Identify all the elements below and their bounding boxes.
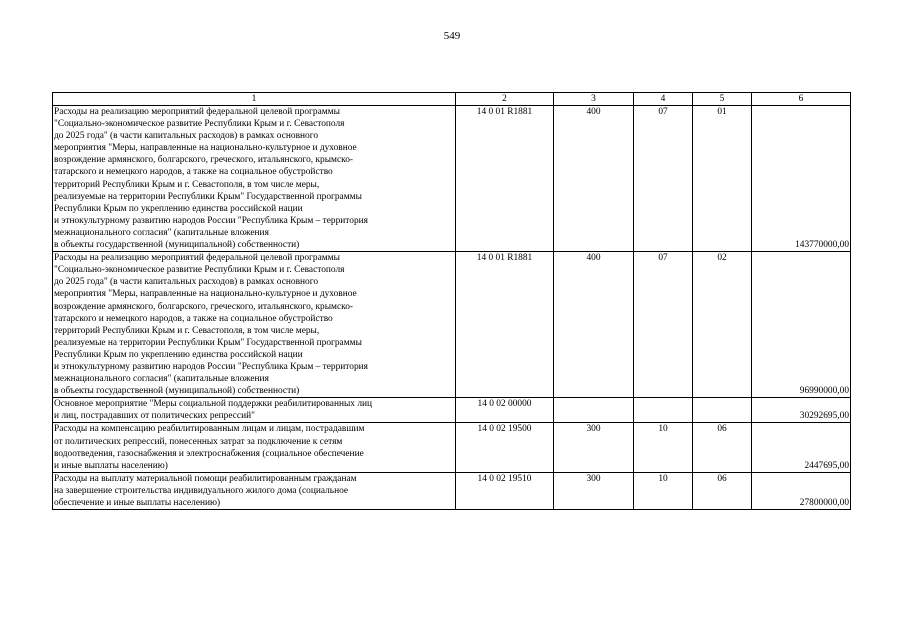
row-section: 07: [634, 252, 693, 398]
page-number: 549: [443, 30, 461, 42]
row-description: Основное мероприятие "Меры социальной поддержки реабилитированных лиц и лиц, пострадавших от политических репрессий": [53, 398, 456, 423]
row-subsection: 02: [693, 252, 752, 398]
row-subsection: 01: [693, 106, 752, 252]
table-row: [53, 423, 851, 472]
column-header: 3: [554, 93, 634, 106]
row-description: Расходы на выплату материальной помощи реабилитированным гражданам на завершение строительства индивидуального жилого дома (социальное обеспечение и иные выплаты населению): [53, 472, 456, 509]
row-description: Расходы на компенсацию реабилитированным лицам и лицам, пострадавшим от политических репрессий, понесенных затрат за подключение к сетям водоотведения, газоснабжения и электроснабжения (социальное обеспечение и иные выплаты населению): [53, 423, 456, 472]
row-section: 10: [634, 423, 693, 472]
table-row: [53, 252, 851, 398]
column-header: 1: [53, 93, 456, 106]
row-section: [634, 398, 693, 423]
budget-table: [52, 92, 851, 510]
row-amount: 143770000,00: [752, 106, 851, 252]
table-row: [53, 472, 851, 509]
row-code: 14 0 02 19500: [456, 423, 554, 472]
column-header: 2: [456, 93, 554, 106]
row-type: 400: [554, 106, 634, 252]
row-subsection: 06: [693, 472, 752, 509]
row-code: 14 0 01 R1881: [456, 106, 554, 252]
table-row: [53, 106, 851, 252]
row-type: 300: [554, 423, 634, 472]
row-code: 14 0 02 00000: [456, 398, 554, 423]
column-header: 4: [634, 93, 693, 106]
row-code: 14 0 02 19510: [456, 472, 554, 509]
row-type: 300: [554, 472, 634, 509]
row-type: 400: [554, 252, 634, 398]
row-amount: 96990000,00: [752, 252, 851, 398]
row-amount: 2447695,00: [752, 423, 851, 472]
row-section: 10: [634, 472, 693, 509]
row-code: 14 0 01 R1881: [456, 252, 554, 398]
row-section: 07: [634, 106, 693, 252]
row-amount: 30292695,00: [752, 398, 851, 423]
row-subsection: [693, 398, 752, 423]
column-header: 5: [693, 93, 752, 106]
row-type: [554, 398, 634, 423]
table-header-row: [53, 93, 851, 106]
column-header: 6: [752, 93, 851, 106]
row-amount: 27800000,00: [752, 472, 851, 509]
row-subsection: 06: [693, 423, 752, 472]
table-row: [53, 398, 851, 423]
row-description: Расходы на реализацию мероприятий федеральной целевой программы "Социально-экономическое развитие Республики Крым и г. Севастополя до 2025 года" (в части капитальных расходов) в рамках основного мероприятия "Меры, направленные на национально-культурное и духовное возрождение армянского, болгарского, греческого, итальянского, крымско- татарского и немецкого народов, а также на социальное обустройство территорий Республики Крым и г. Севастополя, в том числе меры, реализуемые на территории Республики Крым" Государственной программы Республики Крым по укреплению единства российской нации и этнокультурному развитию народов России "Республика Крым – территория межнационального согласия" (капитальные вложения в объекты государственной (муниципальной) собственности): [53, 106, 456, 252]
row-description: Расходы на реализацию мероприятий федеральной целевой программы "Социально-экономическое развитие Республики Крым и г. Севастополя до 2025 года" (в части капитальных расходов) в рамках основного мероприятия "Меры, направленные на национально-культурное и духовное возрождение армянского, болгарского, греческого, итальянского, крымско- татарского и немецкого народов, а также на социальное обустройство территорий Республики Крым и г. Севастополя, в том числе меры, реализуемые на территории Республики Крым" Государственной программы Республики Крым по укреплению единства российской нации и этнокультурному развитию народов России "Республика Крым – территория межнационального согласия" (капитальные вложения в объекты государственной (муниципальной) собственности): [53, 252, 456, 398]
